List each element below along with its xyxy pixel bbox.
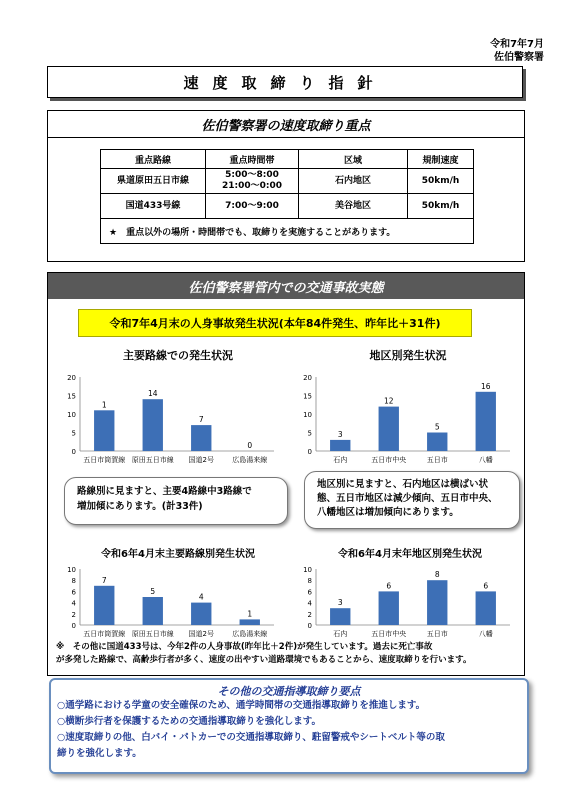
list-item: ○通学路における学童の安全確保のため、通学時間帯の交通指導取締りを推進します。 — [57, 700, 426, 711]
col-limit: 規制速度 — [408, 150, 474, 169]
y-tick-label: 2 — [307, 610, 312, 619]
y-tick-label: 5 — [307, 429, 312, 438]
bar — [427, 580, 447, 625]
note-routes — [64, 477, 288, 525]
y-tick-label: 5 — [71, 429, 76, 438]
bar — [94, 586, 114, 625]
chart-routes — [48, 367, 284, 467]
y-tick-label: 0 — [307, 622, 312, 630]
area-cell: 美谷地区 — [299, 194, 408, 219]
x-tick-label: 五日市筒賀線 — [83, 630, 126, 638]
col-time: 重点時間帯 — [206, 150, 299, 169]
area-cell: 石内地区 — [299, 169, 408, 194]
bar — [143, 399, 163, 451]
y-tick-label: 20 — [303, 374, 312, 382]
list-item: ○横断歩行者を保護するための交通指導取締りを強化します。 — [57, 716, 322, 727]
x-tick-label: 石内 — [333, 456, 348, 464]
priority-note: ★ 重点以外の場所・時間帯でも、取締りを実施することがあります。 — [101, 219, 474, 244]
data-label: 16 — [480, 381, 491, 391]
y-tick-label: 10 — [67, 411, 76, 419]
chart-areas — [284, 367, 520, 467]
bar — [427, 433, 447, 452]
bar — [143, 597, 163, 625]
data-label: 7 — [198, 415, 204, 425]
x-tick-label: 五日市 — [426, 456, 448, 464]
route-cell: 県道原田五日市線 — [101, 169, 206, 194]
y-tick-label: 6 — [71, 588, 76, 597]
footnote-line: ※ その他に国道433号は、今年2件の人身事故(昨年比＋2件)が発生しています。過去に死亡事故 — [56, 642, 433, 652]
bar — [191, 603, 211, 625]
y-tick-label: 0 — [71, 622, 76, 630]
limit-cell: 50km/h — [408, 169, 474, 194]
chart-title: 主要路線での発生状況 — [123, 349, 233, 362]
header-org: 佐伯警察署 — [494, 52, 544, 63]
x-tick-label: 原田五日市線 — [131, 630, 174, 638]
chart-areas-prev — [284, 559, 520, 641]
priority-table — [100, 149, 474, 244]
y-tick-label: 15 — [303, 392, 312, 401]
time-line: 21:00～0:00 — [221, 181, 283, 191]
x-tick-label: 国道2号 — [188, 456, 214, 464]
col-route: 重点路線 — [101, 150, 206, 169]
y-tick-label: 0 — [71, 448, 76, 456]
page-title: 速度取締り指針 — [47, 66, 523, 98]
y-tick-label: 10 — [67, 566, 76, 574]
x-tick-label: 五日市筒賀線 — [83, 456, 126, 464]
header-date-block — [490, 38, 544, 64]
x-tick-label: 広島湯来線 — [232, 630, 268, 638]
data-label: 0 — [247, 441, 253, 450]
accident-section — [47, 272, 525, 676]
chart-title: 地区別発生状況 — [369, 349, 447, 362]
x-tick-label: 原田五日市線 — [131, 456, 174, 464]
table-row — [101, 169, 474, 194]
bar — [330, 608, 350, 625]
note-line: 路線別に見ますと、主要4路線中3路線で — [77, 486, 252, 497]
x-tick-label: 八幡 — [478, 630, 493, 638]
note-areas — [304, 471, 520, 529]
time-cell: 7:00～9:00 — [206, 194, 299, 219]
data-label: 6 — [483, 581, 489, 591]
list-item: 締りを強化します。 — [57, 748, 142, 759]
limit-cell: 50km/h — [408, 194, 474, 219]
x-tick-label: 広島湯来線 — [232, 456, 268, 464]
y-tick-label: 8 — [71, 577, 76, 586]
bar — [476, 392, 496, 451]
table-header-row — [101, 150, 474, 169]
route-cell: 国道433号線 — [101, 194, 206, 219]
data-label: 5 — [434, 422, 440, 432]
y-tick-label: 4 — [71, 599, 76, 608]
data-label: 4 — [198, 592, 204, 602]
bar — [476, 591, 496, 625]
table-note-row — [101, 219, 474, 244]
y-tick-label: 6 — [307, 588, 312, 597]
data-label: 7 — [101, 575, 107, 585]
x-tick-label: 五日市 — [426, 630, 448, 638]
footnote — [56, 641, 516, 667]
data-label: 1 — [101, 400, 107, 410]
bar — [379, 591, 399, 625]
time-cell — [206, 169, 299, 194]
y-tick-label: 2 — [71, 610, 76, 619]
data-label: 3 — [337, 598, 343, 608]
data-label: 1 — [247, 609, 253, 619]
other-items — [57, 698, 517, 762]
note-line: 地区別に見ますと、石内地区は横ばい状 — [317, 479, 489, 490]
other-section — [49, 678, 529, 774]
chart-title: 令和6年4月末主要路線別発生状況 — [101, 549, 255, 560]
x-tick-label: 国道2号 — [188, 630, 214, 638]
chart-routes-prev — [48, 559, 284, 641]
y-tick-label: 20 — [67, 374, 76, 382]
bar — [240, 619, 260, 625]
y-tick-label: 8 — [307, 577, 312, 586]
header-date: 令和7年7月 — [490, 39, 544, 50]
priority-section — [47, 110, 525, 262]
chart-title: 令和6年4月末年地区別発生状況 — [338, 549, 482, 560]
y-tick-label: 10 — [303, 566, 312, 574]
note-line: 八幡地区は増加傾向にあります。 — [317, 507, 459, 518]
bar — [330, 440, 350, 451]
data-label: 12 — [383, 396, 394, 406]
x-tick-label: 五日市中央 — [371, 456, 407, 464]
y-tick-label: 10 — [303, 411, 312, 419]
x-tick-label: 石内 — [333, 630, 348, 638]
accident-title: 佐伯警察署管内での交通事故実態 — [48, 273, 524, 299]
note-line: 増加傾にあります。(計33件) — [77, 501, 203, 512]
y-tick-label: 15 — [67, 392, 76, 401]
footnote-line: が多発した路線で、高齢歩行者が多く、速度の出やすい道路環境でもあることから、速度取締りを行います。 — [56, 655, 472, 665]
bar — [94, 410, 114, 451]
list-item: ○速度取締りの他、白バイ・パトカーでの交通指導取締り、駐留警戒やシートベルト等の取 — [57, 732, 445, 743]
other-title: その他の交通指導取締り要点 — [217, 685, 361, 698]
data-label: 8 — [434, 570, 440, 580]
x-tick-label: 八幡 — [478, 456, 493, 464]
x-tick-label: 五日市中央 — [371, 630, 407, 638]
note-line: 態、五日市地区は減少傾向、五日市中央、 — [317, 493, 498, 504]
priority-title: 佐伯警察署の速度取締り重点 — [48, 111, 524, 138]
table-row — [101, 194, 474, 219]
data-label: 3 — [337, 429, 343, 439]
accident-summary: 令和7年4月末の人身事故発生状況(本年84件発生、昨年比＋31件) — [78, 309, 472, 337]
bar — [379, 407, 399, 451]
col-area: 区域 — [299, 150, 408, 169]
data-label: 5 — [150, 587, 156, 596]
data-label: 6 — [386, 581, 392, 591]
time-line: 5:00～8:00 — [225, 170, 279, 180]
data-label: 14 — [147, 389, 158, 399]
bar — [191, 425, 211, 451]
y-tick-label: 0 — [307, 448, 312, 456]
y-tick-label: 4 — [307, 599, 312, 608]
